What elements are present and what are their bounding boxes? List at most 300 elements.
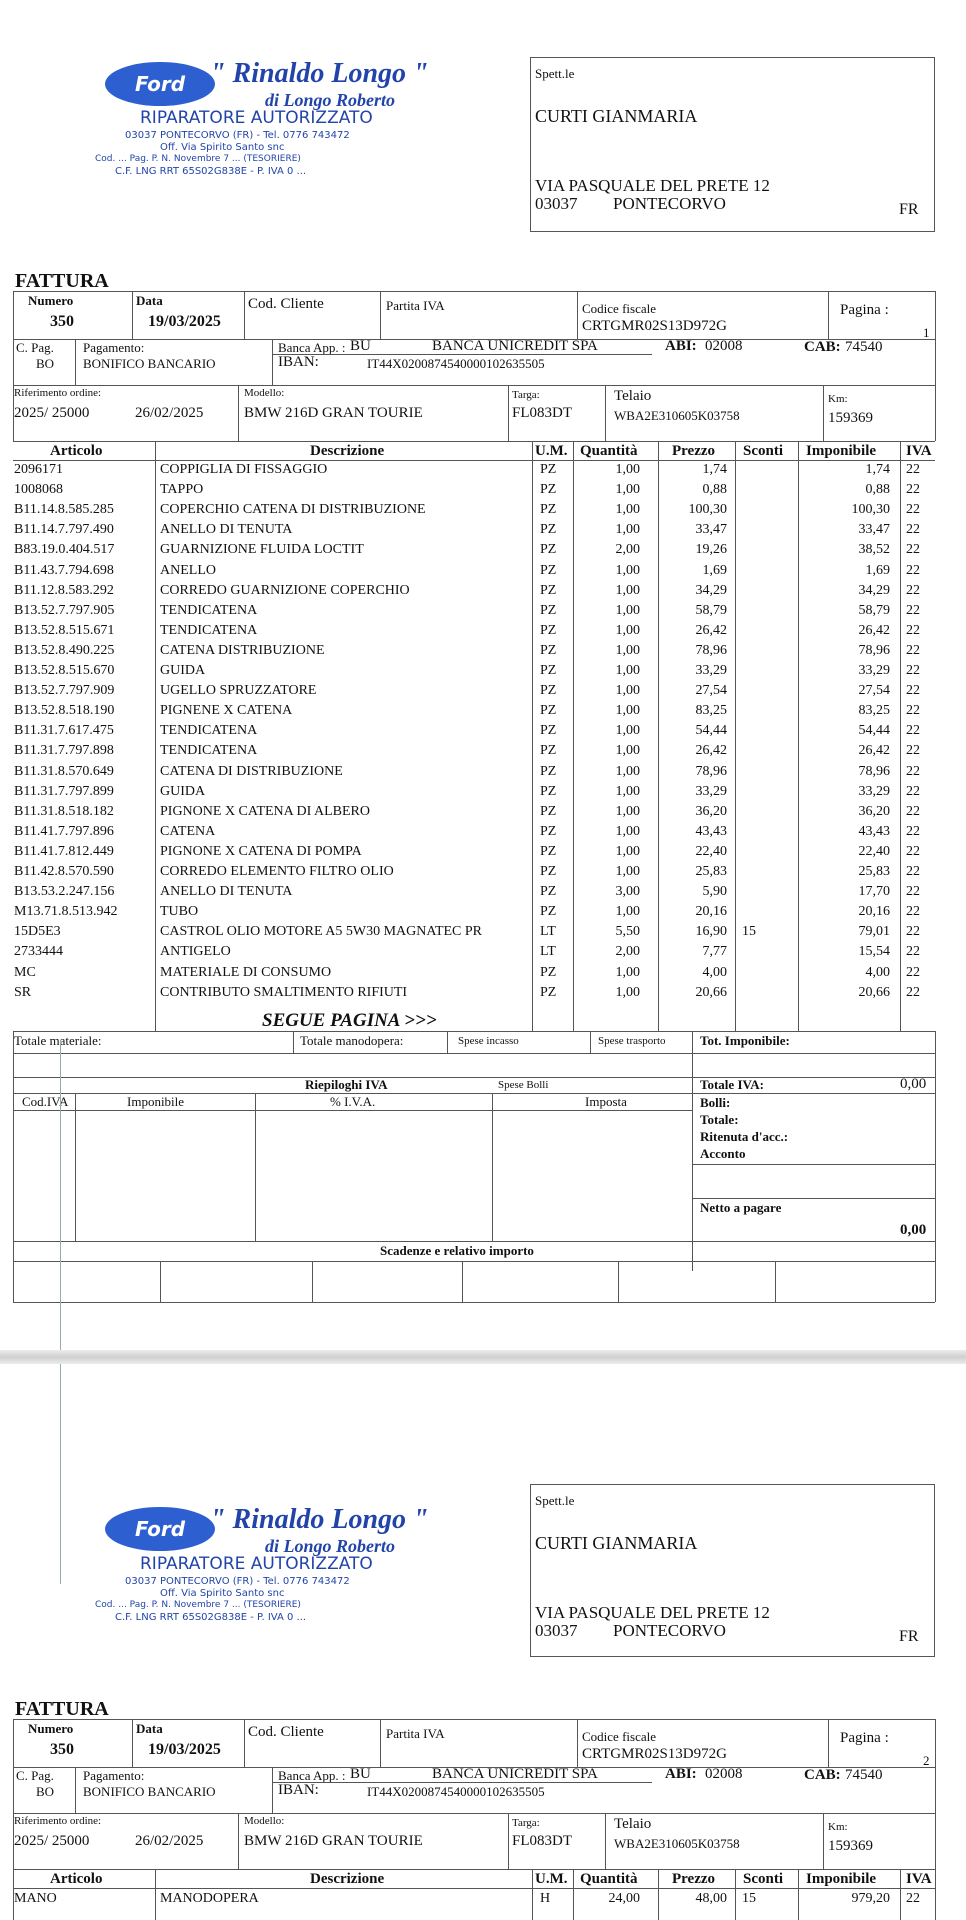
invoice-page-2 (0, 1364, 966, 1920)
table-row (0, 844, 966, 861)
rif-date-2: 26/02/2025 (135, 1833, 204, 1849)
ford-logo-oval (105, 62, 215, 106)
recipient-cap-2: 03037 (535, 1621, 578, 1640)
doc-title: FATTURA (15, 270, 109, 292)
km-value: 159369 (828, 410, 873, 426)
modello-label: Modello: (244, 387, 285, 399)
cell-um: PZ (540, 904, 557, 920)
cell-qty: 3,00 (615, 884, 640, 900)
cab-value: 74540 (845, 339, 883, 355)
cell-qty: 1,00 (615, 823, 640, 839)
cell-um: PZ (540, 462, 557, 477)
cell-desc: ANTIGELO (160, 944, 231, 960)
cell-um: PZ (540, 663, 557, 678)
pagamento-value-2: BONIFICO BANCARIO (83, 1784, 216, 1799)
cell-iva: 22 (906, 683, 920, 699)
cell-desc: TUBO (160, 904, 199, 920)
cell-art: B13.52.8.515.670 (14, 663, 115, 678)
col-quantita: Quantità (580, 443, 638, 459)
spese-incasso: Spese incasso (458, 1035, 519, 1047)
ford-logo-text: Ford (134, 72, 186, 96)
table-row (0, 864, 966, 881)
banca-label-2: Banca App. : (278, 1768, 346, 1783)
cell-desc: ANELLO DI TENUTA (160, 522, 293, 538)
table-row (0, 482, 966, 499)
cell-price: 78,96 (695, 642, 727, 658)
netto-value: 0,00 (900, 1222, 927, 1238)
cell-qty: 1,00 (615, 984, 640, 1000)
cell-qty: 1,00 (615, 602, 640, 618)
rif-label: Riferimento ordine: (14, 387, 102, 399)
cell-iva: 22 (906, 642, 920, 658)
col-quantita-2: Quantità (580, 1871, 638, 1887)
recipient-box (530, 57, 935, 232)
numero-label-2: Numero (28, 1721, 74, 1736)
cell-qty: 1,00 (615, 522, 640, 538)
cell-qty: 24,00 (608, 1891, 640, 1906)
col-imponibile-2: Imponibile (806, 1871, 877, 1887)
cell-qty: 1,00 (615, 723, 640, 739)
cell-iva: 22 (906, 482, 920, 498)
cell-iva: 22 (906, 622, 920, 638)
banca-name: BANCA UNICREDIT SPA (432, 338, 598, 354)
cell-desc: PIGNONE X CATENA DI ALBERO (160, 803, 370, 819)
cell-iva: 22 (906, 1891, 920, 1906)
cell-imp: 43,43 (858, 823, 890, 839)
table-row (0, 924, 966, 941)
col-articolo: Articolo (50, 443, 103, 459)
cell-price: 5,90 (702, 884, 727, 900)
cell-um: PZ (540, 743, 557, 759)
cell-art: B13.52.7.797.905 (14, 602, 115, 618)
cell-iva: 22 (906, 904, 920, 920)
codice-fiscale-value-2: CRTGMR02S13D972G (582, 1746, 727, 1762)
cell-art: SR (14, 984, 32, 1000)
cell-um: PZ (540, 582, 557, 598)
pagina-title: Pagina : (840, 302, 889, 318)
table-row (0, 502, 966, 519)
table-row (0, 723, 966, 740)
cell-art: B11.31.7.797.898 (14, 743, 114, 759)
modello-label-2: Modello: (244, 1815, 285, 1827)
cell-imp: 25,83 (858, 864, 890, 879)
cell-art: B11.31.7.617.475 (14, 723, 114, 739)
cell-price: 33,47 (695, 522, 727, 538)
cell-qty: 1,00 (615, 663, 640, 678)
table-row (0, 542, 966, 559)
cell-iva: 22 (906, 542, 920, 558)
cpag-value: BO (36, 356, 55, 371)
cell-art: B11.14.8.585.285 (14, 502, 114, 518)
scadenze-label: Scadenze e relativo importo (380, 1243, 534, 1258)
table-row (0, 764, 966, 781)
cell-imp: 4,00 (865, 964, 890, 980)
cell-art: 2733444 (14, 944, 63, 960)
cell-imp: 79,01 (858, 924, 890, 940)
table-row (0, 683, 966, 700)
cell-imp: 38,52 (858, 542, 890, 558)
cell-art: B11.41.7.812.449 (14, 843, 114, 859)
recipient-cap: 03037 (535, 194, 578, 213)
cell-imp: 15,54 (858, 944, 890, 960)
cell-art: B83.19.0.404.517 (14, 542, 115, 558)
iban-label-2: IBAN: (278, 1782, 319, 1798)
segue-pagina: SEGUE PAGINA >>> (262, 1010, 437, 1031)
cell-desc: MATERIALE DI CONSUMO (160, 964, 332, 980)
rif-label-2: Riferimento ordine: (14, 1815, 102, 1827)
cell-um: PZ (540, 723, 557, 739)
imposta-header: Imposta (585, 1094, 627, 1109)
data-value-2: 19/03/2025 (148, 1741, 221, 1758)
rif-number: 2025/ 25000 (14, 405, 90, 421)
cell-iva: 22 (906, 663, 920, 678)
iban-value: IT44X0200874540000102635505 (367, 356, 545, 371)
cell-imp: 34,29 (858, 582, 890, 598)
cell-imp: 26,42 (858, 622, 890, 638)
cell-qty: 1,00 (615, 462, 640, 477)
numero-value-2: 350 (50, 1741, 74, 1758)
cell-desc: CONTRIBUTO SMALTIMENTO RIFIUTI (160, 984, 408, 1000)
totale-materiale: Totale materiale: (14, 1033, 102, 1048)
cell-price: 20,66 (695, 984, 727, 1000)
pagina-label: 1 (923, 325, 930, 340)
recipient-label-2: Spett.le (535, 1493, 575, 1508)
telaio-label: Telaio (614, 388, 652, 404)
cell-qty: 2,00 (615, 944, 640, 960)
abi-value-2: 02008 (705, 1766, 743, 1782)
col-imponibile: Imponibile (806, 443, 877, 459)
abi-label-2: ABI: (665, 1766, 697, 1782)
shop-line4-2: C.F. LNG RRT 65S02G838E - P. IVA 0 ... (115, 1612, 307, 1623)
cell-iva: 22 (906, 864, 920, 879)
cell-price: 1,69 (702, 562, 727, 578)
cod-iva-header: Cod.IVA (22, 1094, 69, 1109)
cell-um: PZ (540, 562, 557, 578)
banca-name-2: BANCA UNICREDIT SPA (432, 1766, 598, 1782)
ford-logo-oval-2 (105, 1507, 215, 1551)
km-label-2: Km: (828, 1821, 848, 1833)
cell-imp: 33,29 (858, 783, 890, 799)
targa-value: FL083DT (512, 405, 572, 421)
cell-art: B11.31.8.570.649 (14, 763, 114, 779)
cell-um: PZ (540, 843, 557, 859)
cell-imp: 36,20 (858, 803, 890, 819)
shop-role-2: RIPARATORE AUTORIZZATO (140, 1554, 373, 1574)
cell-price: 33,29 (695, 783, 727, 799)
cell-art: B11.31.7.797.899 (14, 783, 114, 799)
telaio-value: WBA2E310605K03758 (614, 408, 740, 423)
data-label-2: Data (136, 1721, 163, 1736)
cell-iva: 22 (906, 823, 920, 839)
shop-line2-2: Off. Via Spirito Santo snc (160, 1588, 285, 1599)
recipient-city-2: PONTECORVO (613, 1621, 726, 1640)
table-row (0, 743, 966, 760)
cell-um: PZ (540, 482, 557, 498)
cell-qty: 1,00 (615, 703, 640, 719)
cell-price: 58,79 (695, 602, 727, 618)
cell-desc: UGELLO SPRUZZATORE (160, 683, 317, 699)
banca-label: Banca App. : (278, 340, 346, 355)
cell-desc: CASTROL OLIO MOTORE A5 5W30 MAGNATEC PR (160, 924, 483, 940)
cell-iva: 22 (906, 984, 920, 1000)
recipient-city: PONTECORVO (613, 194, 726, 213)
cell-um: LT (540, 944, 556, 960)
cell-imp: 20,16 (858, 904, 890, 920)
cab-value-2: 74540 (845, 1767, 883, 1783)
shop-line4: C.F. LNG RRT 65S02G838E - P. IVA 0 ... (115, 166, 307, 177)
abi-value: 02008 (705, 338, 743, 354)
cell-imp: 33,47 (858, 522, 890, 538)
cell-qty: 1,00 (615, 783, 640, 799)
cell-price: 33,29 (695, 663, 727, 678)
cell-art: MANO (14, 1891, 57, 1906)
cell-art: MC (14, 964, 36, 980)
cell-desc: ANELLO (160, 562, 216, 578)
cell-iva: 22 (906, 783, 920, 799)
col-um-2: U.M. (535, 1871, 568, 1887)
cell-qty: 5,50 (615, 924, 640, 940)
rif-date: 26/02/2025 (135, 405, 204, 421)
cell-desc: TENDICATENA (160, 743, 258, 759)
cell-qty: 1,00 (615, 683, 640, 699)
cell-qty: 1,00 (615, 964, 640, 980)
cell-imp: 100,30 (851, 502, 890, 518)
cpag-label-2: C. Pag. (16, 1768, 54, 1783)
cell-art: B11.43.7.794.698 (14, 562, 114, 578)
col-prezzo-2: Prezzo (672, 1871, 716, 1887)
table-row (0, 824, 966, 841)
cell-qty: 1,00 (615, 642, 640, 658)
cell-desc: CORREDO ELEMENTO FILTRO OLIO (160, 864, 394, 879)
cell-desc: MANODOPERA (160, 1891, 259, 1906)
table-row (0, 804, 966, 821)
cell-iva: 22 (906, 924, 920, 940)
shop-name: " Rinaldo Longo " (210, 58, 429, 89)
cell-price: 36,20 (695, 803, 727, 819)
cell-art: B13.52.8.490.225 (14, 642, 115, 658)
ford-logo-text-2: Ford (134, 1517, 186, 1541)
cell-art: B13.52.8.518.190 (14, 703, 115, 719)
cell-iva: 22 (906, 502, 920, 518)
perc-iva-header: % I.V.A. (330, 1094, 376, 1109)
cell-art: B11.41.7.797.896 (14, 823, 114, 839)
shop-line3-2: Cod. ... Pag. P. N. Novembre 7 ... (TESORIERE) (95, 1600, 301, 1610)
netto-label: Netto a pagare (700, 1200, 782, 1215)
cell-iva: 22 (906, 602, 920, 618)
km-value-2: 159369 (828, 1838, 873, 1854)
km-label: Km: (828, 393, 848, 405)
cell-um: PZ (540, 763, 557, 779)
cell-iva: 22 (906, 743, 920, 759)
cell-qty: 1,00 (615, 843, 640, 859)
table-row (0, 904, 966, 921)
codice-fiscale-label: Codice fiscale (582, 301, 656, 316)
recipient-name: CURTI GIANMARIA (535, 106, 698, 126)
cell-um: PZ (540, 522, 557, 538)
codice-fiscale-label-2: Codice fiscale (582, 1729, 656, 1744)
cod-cliente-label-2: Cod. Cliente (248, 1724, 324, 1740)
cell-qty: 1,00 (615, 904, 640, 920)
cell-qty: 1,00 (615, 743, 640, 759)
cell-um: PZ (540, 602, 557, 618)
cell-art: B13.52.8.515.671 (14, 622, 115, 638)
cell-desc: CORREDO GUARNIZIONE COPERCHIO (160, 582, 410, 598)
cell-art: B13.53.2.247.156 (14, 884, 115, 900)
cell-imp: 979,20 (851, 1891, 890, 1906)
col-sconti-2: Sconti (743, 1871, 784, 1887)
pagamento-label: Pagamento: (83, 340, 145, 355)
cell-iva: 22 (906, 462, 920, 477)
table-row (0, 784, 966, 801)
cell-iva: 22 (906, 522, 920, 538)
cell-um: PZ (540, 642, 557, 658)
partita-iva-label: Partita IVA (386, 298, 445, 313)
table-row (0, 603, 966, 620)
numero-value: 350 (50, 313, 74, 330)
shop-line1: 03037 PONTECORVO (FR) - Tel. 0776 743472 (125, 130, 350, 141)
cell-um: PZ (540, 783, 557, 799)
cell-desc: GUIDA (160, 663, 206, 678)
cell-qty: 1,00 (615, 622, 640, 638)
cpag-value-2: BO (36, 1784, 55, 1799)
col-iva-2: IVA (906, 1871, 932, 1887)
cell-imp: 78,96 (858, 763, 890, 779)
cell-imp: 0,88 (865, 482, 890, 498)
cell-um: PZ (540, 703, 557, 719)
ritenuta-label: Ritenuta d'acc.: (700, 1129, 789, 1144)
telaio-label-2: Telaio (614, 1816, 652, 1832)
cell-desc: GUIDA (160, 783, 206, 799)
partita-iva-label-2: Partita IVA (386, 1726, 445, 1741)
cell-desc: CATENA (160, 823, 216, 839)
cell-qty: 1,00 (615, 763, 640, 779)
pagina-title-2: Pagina : (840, 1730, 889, 1746)
cell-qty: 1,00 (615, 562, 640, 578)
cell-qty: 1,00 (615, 864, 640, 879)
table-row (0, 563, 966, 580)
cell-iva: 22 (906, 884, 920, 900)
table-row (0, 1891, 966, 1908)
cell-iva: 22 (906, 763, 920, 779)
table-row (0, 944, 966, 961)
cell-price: 26,42 (695, 743, 727, 759)
cpag-label: C. Pag. (16, 340, 54, 355)
cab-label-2: CAB: (804, 1767, 841, 1783)
cell-art: B11.42.8.570.590 (14, 864, 114, 879)
cell-um: PZ (540, 502, 557, 518)
col-iva: IVA (906, 443, 932, 459)
cell-iva: 22 (906, 562, 920, 578)
modello-value: BMW 216D GRAN TOURIE (244, 405, 423, 421)
cell-qty: 1,00 (615, 582, 640, 598)
cell-imp: 83,25 (858, 703, 890, 719)
cell-um: LT (540, 924, 556, 940)
bolli-label: Bolli: (700, 1095, 731, 1110)
cell-price: 16,90 (695, 924, 727, 940)
cell-um: H (540, 1891, 551, 1906)
cell-iva: 22 (906, 703, 920, 719)
cell-qty: 2,00 (615, 542, 640, 558)
cell-desc: TENDICATENA (160, 622, 258, 638)
pagamento-label-2: Pagamento: (83, 1768, 145, 1783)
targa-label-2: Targa: (512, 1817, 540, 1829)
fold-line-1 (60, 1040, 61, 1350)
rif-number-2: 2025/ 25000 (14, 1833, 90, 1849)
cell-price: 78,96 (695, 763, 727, 779)
cell-desc: COPERCHIO CATENA DI DISTRIBUZIONE (160, 502, 426, 518)
cell-price: 4,00 (702, 964, 727, 980)
recipient-box-2 (530, 1484, 935, 1657)
shop-line2: Off. Via Spirito Santo snc (160, 142, 285, 153)
cell-price: 48,00 (695, 1891, 727, 1906)
cell-price: 83,25 (695, 703, 727, 719)
cell-qty: 1,00 (615, 803, 640, 819)
recipient-street: VIA PASQUALE DEL PRETE 12 (535, 176, 770, 195)
banca-code: BU (350, 338, 371, 354)
col-descrizione: Descrizione (310, 443, 385, 459)
table-row (0, 965, 966, 982)
table-row (0, 985, 966, 1002)
data-label: Data (136, 293, 163, 308)
cell-price: 100,30 (688, 502, 727, 518)
cell-iva: 22 (906, 582, 920, 598)
cell-desc: TENDICATENA (160, 723, 258, 739)
cell-imp: 22,40 (858, 843, 890, 859)
cell-um: PZ (540, 803, 557, 819)
cell-imp: 26,42 (858, 743, 890, 759)
doc-title-2: FATTURA (15, 1698, 109, 1720)
cell-um: PZ (540, 984, 557, 1000)
spese-trasporto: Spese trasporto (598, 1035, 666, 1047)
iban-label: IBAN: (278, 354, 319, 370)
cell-art: B11.31.8.518.182 (14, 803, 114, 819)
cell-qty: 1,00 (615, 482, 640, 498)
cell-desc: CATENA DI DISTRIBUZIONE (160, 763, 343, 779)
cell-price: 1,74 (702, 462, 727, 477)
pagina-number-2: 2 (923, 1753, 930, 1768)
cell-um: PZ (540, 823, 557, 839)
cell-disc: 15 (742, 1891, 756, 1906)
table-row (0, 643, 966, 660)
cell-imp: 78,96 (858, 642, 890, 658)
cell-imp: 27,54 (858, 683, 890, 699)
cell-imp: 1,74 (865, 462, 890, 477)
totale-label: Totale: (700, 1112, 739, 1127)
iban-value-2: IT44X0200874540000102635505 (367, 1784, 545, 1799)
totale-manodopera: Totale manodopera: (300, 1033, 404, 1048)
cell-iva: 22 (906, 803, 920, 819)
cell-desc: CATENA DISTRIBUZIONE (160, 642, 325, 658)
cell-price: 27,54 (695, 683, 727, 699)
acconto-label: Acconto (700, 1146, 746, 1161)
cell-imp: 33,29 (858, 663, 890, 678)
banca-code-2: BU (350, 1766, 371, 1782)
cell-desc: COPPIGLIA DI FISSAGGIO (160, 462, 328, 477)
recipient-name-2: CURTI GIANMARIA (535, 1533, 698, 1553)
abi-label: ABI: (665, 338, 697, 354)
targa-value-2: FL083DT (512, 1833, 572, 1849)
cell-um: PZ (540, 622, 557, 638)
cell-desc: TENDICATENA (160, 602, 258, 618)
cell-price: 7,77 (702, 944, 727, 960)
cell-price: 54,44 (695, 723, 727, 739)
cell-art: 2096171 (14, 462, 63, 477)
numero-label: Numero (28, 293, 74, 308)
col-um: U.M. (535, 443, 568, 459)
cell-imp: 20,66 (858, 984, 890, 1000)
cell-price: 43,43 (695, 823, 727, 839)
spese-bolli: Spese Bolli (498, 1079, 549, 1091)
